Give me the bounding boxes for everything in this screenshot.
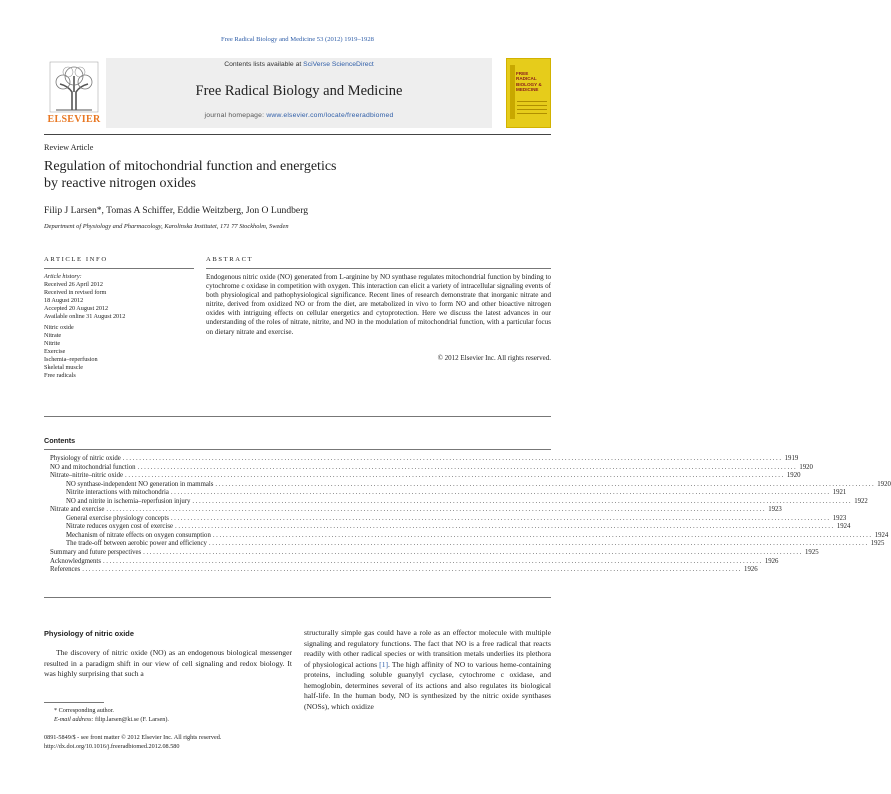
toc-page: 1925 — [805, 549, 819, 557]
toc-leader: ........................................................................................................................................................................................................ — [82, 566, 743, 574]
email-label: E-mail address: — [54, 716, 94, 723]
abstract-text: Endogenous nitric oxide (NO) generated from L-arginine by NO synthase regulates mitochondrial function by binding to cytochrome c oxidase in competition with oxygen. This interaction can elicit a variety of intracellular signaling events of both physiological and pathophysiological significance. Recent lines of research demonstrate that inorganic nitrate and nitrite, derived from oxidized NO or from the diet, are metabolized in vivo to form NO and other bioactive nitrogen oxides with intriguing effects on cellular energetics and cytoprotection. Here we discuss the latest advances in our understanding of the roles of nitrate, nitrite, and NO in the modulation of mitochondrial function, with a particular focus on dietary nitrate and exercise. — [206, 273, 551, 336]
keyword: Nitrite — [44, 340, 61, 348]
section-title: Physiology of nitric oxide — [44, 629, 134, 638]
toc-page: 1926 — [744, 566, 758, 574]
toc-entry[interactable] — [50, 463, 813, 473]
toc-leader: ........................................................................................................................................................................................................ — [137, 463, 798, 471]
toc-entry[interactable] — [50, 497, 868, 507]
toc-entry[interactable] — [50, 549, 819, 558]
toc-label: Acknowledgments — [50, 557, 101, 565]
toc-page: 1924 — [836, 523, 851, 531]
toc-entry[interactable] — [50, 514, 847, 524]
toc-label: NO and nitrite in ischemia–reperfusion injury — [66, 497, 191, 505]
toc-page: 1920 — [877, 480, 891, 488]
toc-page: 1923 — [832, 514, 847, 522]
toc-entry[interactable] — [50, 455, 799, 464]
footnote-rule — [44, 702, 104, 703]
toc-label: The trade-off between aerobic power and efficiency — [66, 540, 207, 548]
toc-label: General exercise physiology concepts — [66, 514, 169, 522]
toc-page: 1923 — [768, 506, 782, 514]
affiliation: Department of Physiology and Pharmacology, Karolinska Institutet, 171 77 Stockholm, Sweden — [44, 223, 289, 230]
body-paragraph-right — [304, 628, 551, 712]
elsevier-logo — [44, 58, 104, 128]
email-line — [54, 715, 169, 724]
toc-leader: ........................................................................................................................................................................................................ — [192, 497, 853, 505]
copyright: © 2012 Elsevier Inc. All rights reserved. — [437, 354, 551, 362]
toc-entry[interactable] — [50, 531, 889, 541]
toc-label: NO and mitochondrial function — [50, 463, 136, 471]
toc-label: Nitrate–nitrite–nitric oxide — [50, 472, 124, 480]
divider — [44, 597, 551, 598]
keyword: Ischemia–reperfusion — [44, 356, 98, 364]
cover-title-line: FREE — [516, 71, 529, 76]
contents-available-line — [106, 61, 492, 68]
elsevier-tree-icon — [50, 62, 98, 112]
toc-label: References — [50, 566, 81, 574]
paragraph-text: . The high affinity of NO to various heme-containing proteins, including soluble guanylyl cyclase, cytochrome c oxidase, and hemoglobin, determines several of its actions and also regulates its biological half-life. In the human body, NO is synthesized by the nitric oxide synthases (NOSs), which oxidize — [304, 659, 551, 711]
history-item: 18 August 2012 — [44, 296, 84, 304]
journal-cover-image — [506, 58, 551, 128]
citation-link[interactable]: [1] — [379, 659, 389, 669]
journal-homepage — [106, 112, 492, 119]
toc-label: Nitrate reduces oxygen cost of exercise — [66, 523, 174, 531]
author-list: Filip J Larsen*, Tomas A Schiffer, Eddie Weitzberg, Jon O Lundberg — [44, 205, 309, 216]
journal-banner — [106, 58, 492, 128]
divider — [44, 268, 194, 269]
toc-leader: ........................................................................................................................................................................................................ — [122, 455, 783, 462]
toc-page: 1919 — [784, 455, 799, 462]
toc-leader: ........................................................................................................................................................................................................ — [170, 514, 831, 522]
history-item: Received 26 April 2012 — [44, 280, 103, 288]
cover-decoration — [517, 101, 547, 117]
article-title — [44, 158, 444, 192]
homepage-prefix: journal homepage: — [204, 112, 267, 119]
toc-page: 1920 — [786, 472, 801, 480]
keyword: Skeletal muscle — [44, 363, 84, 371]
article-info — [44, 273, 194, 380]
toc-entry[interactable] — [50, 566, 758, 575]
email-address[interactable]: filip.larsen@ki.se (F. Larsen). — [93, 716, 169, 723]
title-line: by reactive nitrogen oxides — [44, 176, 197, 191]
toc-page: 1925 — [870, 540, 885, 548]
cover-title — [516, 71, 542, 93]
publication-info — [44, 733, 221, 751]
toc-label: Nitrite interactions with mitochondria — [66, 489, 169, 497]
cover-title-line: MEDICINE — [516, 87, 539, 93]
toc-entry[interactable] — [50, 506, 782, 515]
contents-heading: Contents — [44, 436, 76, 445]
toc-entry[interactable] — [50, 472, 801, 481]
toc-leader: ........................................................................................................................................................................................................ — [106, 506, 767, 514]
history-item: Received in revised form — [44, 288, 107, 296]
toc-leader: ........................................................................................................................................................................................................ — [215, 480, 876, 488]
toc-entry[interactable] — [50, 557, 779, 567]
abstract-heading: ABSTRACT — [206, 256, 254, 263]
toc-entry[interactable] — [50, 523, 851, 532]
publisher-name: ELSEVIER — [47, 114, 101, 125]
toc-leader: ........................................................................................................................................................................................................ — [208, 540, 869, 548]
history-label: Article history: — [44, 273, 82, 280]
history-item: Available online 31 August 2012 — [44, 312, 126, 320]
keyword: Nitric oxide — [44, 324, 74, 332]
toc-page: 1924 — [874, 531, 889, 539]
journal-header — [44, 58, 551, 128]
footnote — [54, 706, 169, 724]
toc-leader: ........................................................................................................................................................................................................ — [212, 531, 873, 539]
corresponding-author: * Corresponding author. — [54, 707, 114, 714]
toc-entry[interactable] — [50, 540, 885, 549]
running-head: Free Radical Biology and Medicine 53 (2012) 1919–1928 — [221, 36, 374, 43]
sciencedirect-link[interactable]: SciVerse ScienceDirect — [303, 61, 374, 68]
article-type: Review Article — [44, 143, 94, 152]
article-info-heading: ARTICLE INFO — [44, 256, 108, 263]
toc-page: 1922 — [854, 497, 868, 505]
title-line: Regulation of mitochondrial function and energetics — [44, 159, 337, 174]
cover-bar — [510, 65, 515, 119]
table-of-contents — [50, 455, 891, 575]
toc-leader: ........................................................................................................................................................................................................ — [170, 489, 831, 497]
header-rule — [44, 134, 551, 135]
toc-leader: ........................................................................................................................................................................................................ — [175, 523, 835, 531]
body-paragraph: The discovery of nitric oxide (NO) as an endogenous biological messenger resulted in a paradigm shift in our view of cell signaling and redox biology. It was highly surprising that such a — [44, 648, 292, 678]
cover-title-line: BIOLOGY & — [516, 81, 542, 87]
divider — [206, 268, 551, 269]
divider — [44, 449, 551, 450]
toc-entry[interactable] — [50, 480, 891, 490]
toc-leader: ........................................................................................................................................................................................................ — [102, 557, 763, 565]
doi-link[interactable]: http://dx.doi.org/10.1016/j.freeradbiomed.2012.08.580 — [44, 743, 180, 750]
toc-label: Summary and future perspectives — [50, 549, 142, 557]
toc-entry[interactable] — [50, 489, 847, 498]
toc-label: Mechanism of nitrate effects on oxygen consumption — [66, 531, 211, 539]
toc-page: 1920 — [799, 463, 813, 471]
toc-leader: ........................................................................................................................................................................................................ — [125, 472, 785, 480]
cover-title-line: RADICAL — [516, 76, 537, 82]
toc-label: Nitrate and exercise — [50, 506, 105, 514]
contents-prefix: Contents lists available at — [224, 61, 304, 68]
toc-label: NO synthase-independent NO generation in mammals — [66, 480, 214, 488]
toc-leader: ........................................................................................................................................................................................................ — [143, 549, 804, 557]
toc-label: Physiology of nitric oxide — [50, 455, 121, 462]
keyword: Exercise — [44, 348, 66, 356]
journal-name: Free Radical Biology and Medicine — [195, 83, 403, 99]
divider — [44, 416, 551, 417]
keyword: Free radicals — [44, 371, 76, 379]
keyword: Nitrate — [44, 332, 62, 340]
homepage-link[interactable]: www.elsevier.com/locate/freeradbiomed — [266, 112, 394, 119]
issn-line: 0891-5849/$ - see front matter © 2012 Elsevier Inc. All rights reserved. — [44, 734, 222, 741]
toc-page: 1926 — [764, 557, 779, 565]
history-item: Accepted 20 August 2012 — [44, 304, 109, 312]
toc-page: 1921 — [832, 489, 847, 497]
paragraph-text: structurally simple gas could have a role as an effector molecule with multiple signaling and regulatory functions. The fact that NO is a free radical that reacts readily with other radical species or with transition metals underlies its plethora of physiological actions — [304, 628, 551, 669]
